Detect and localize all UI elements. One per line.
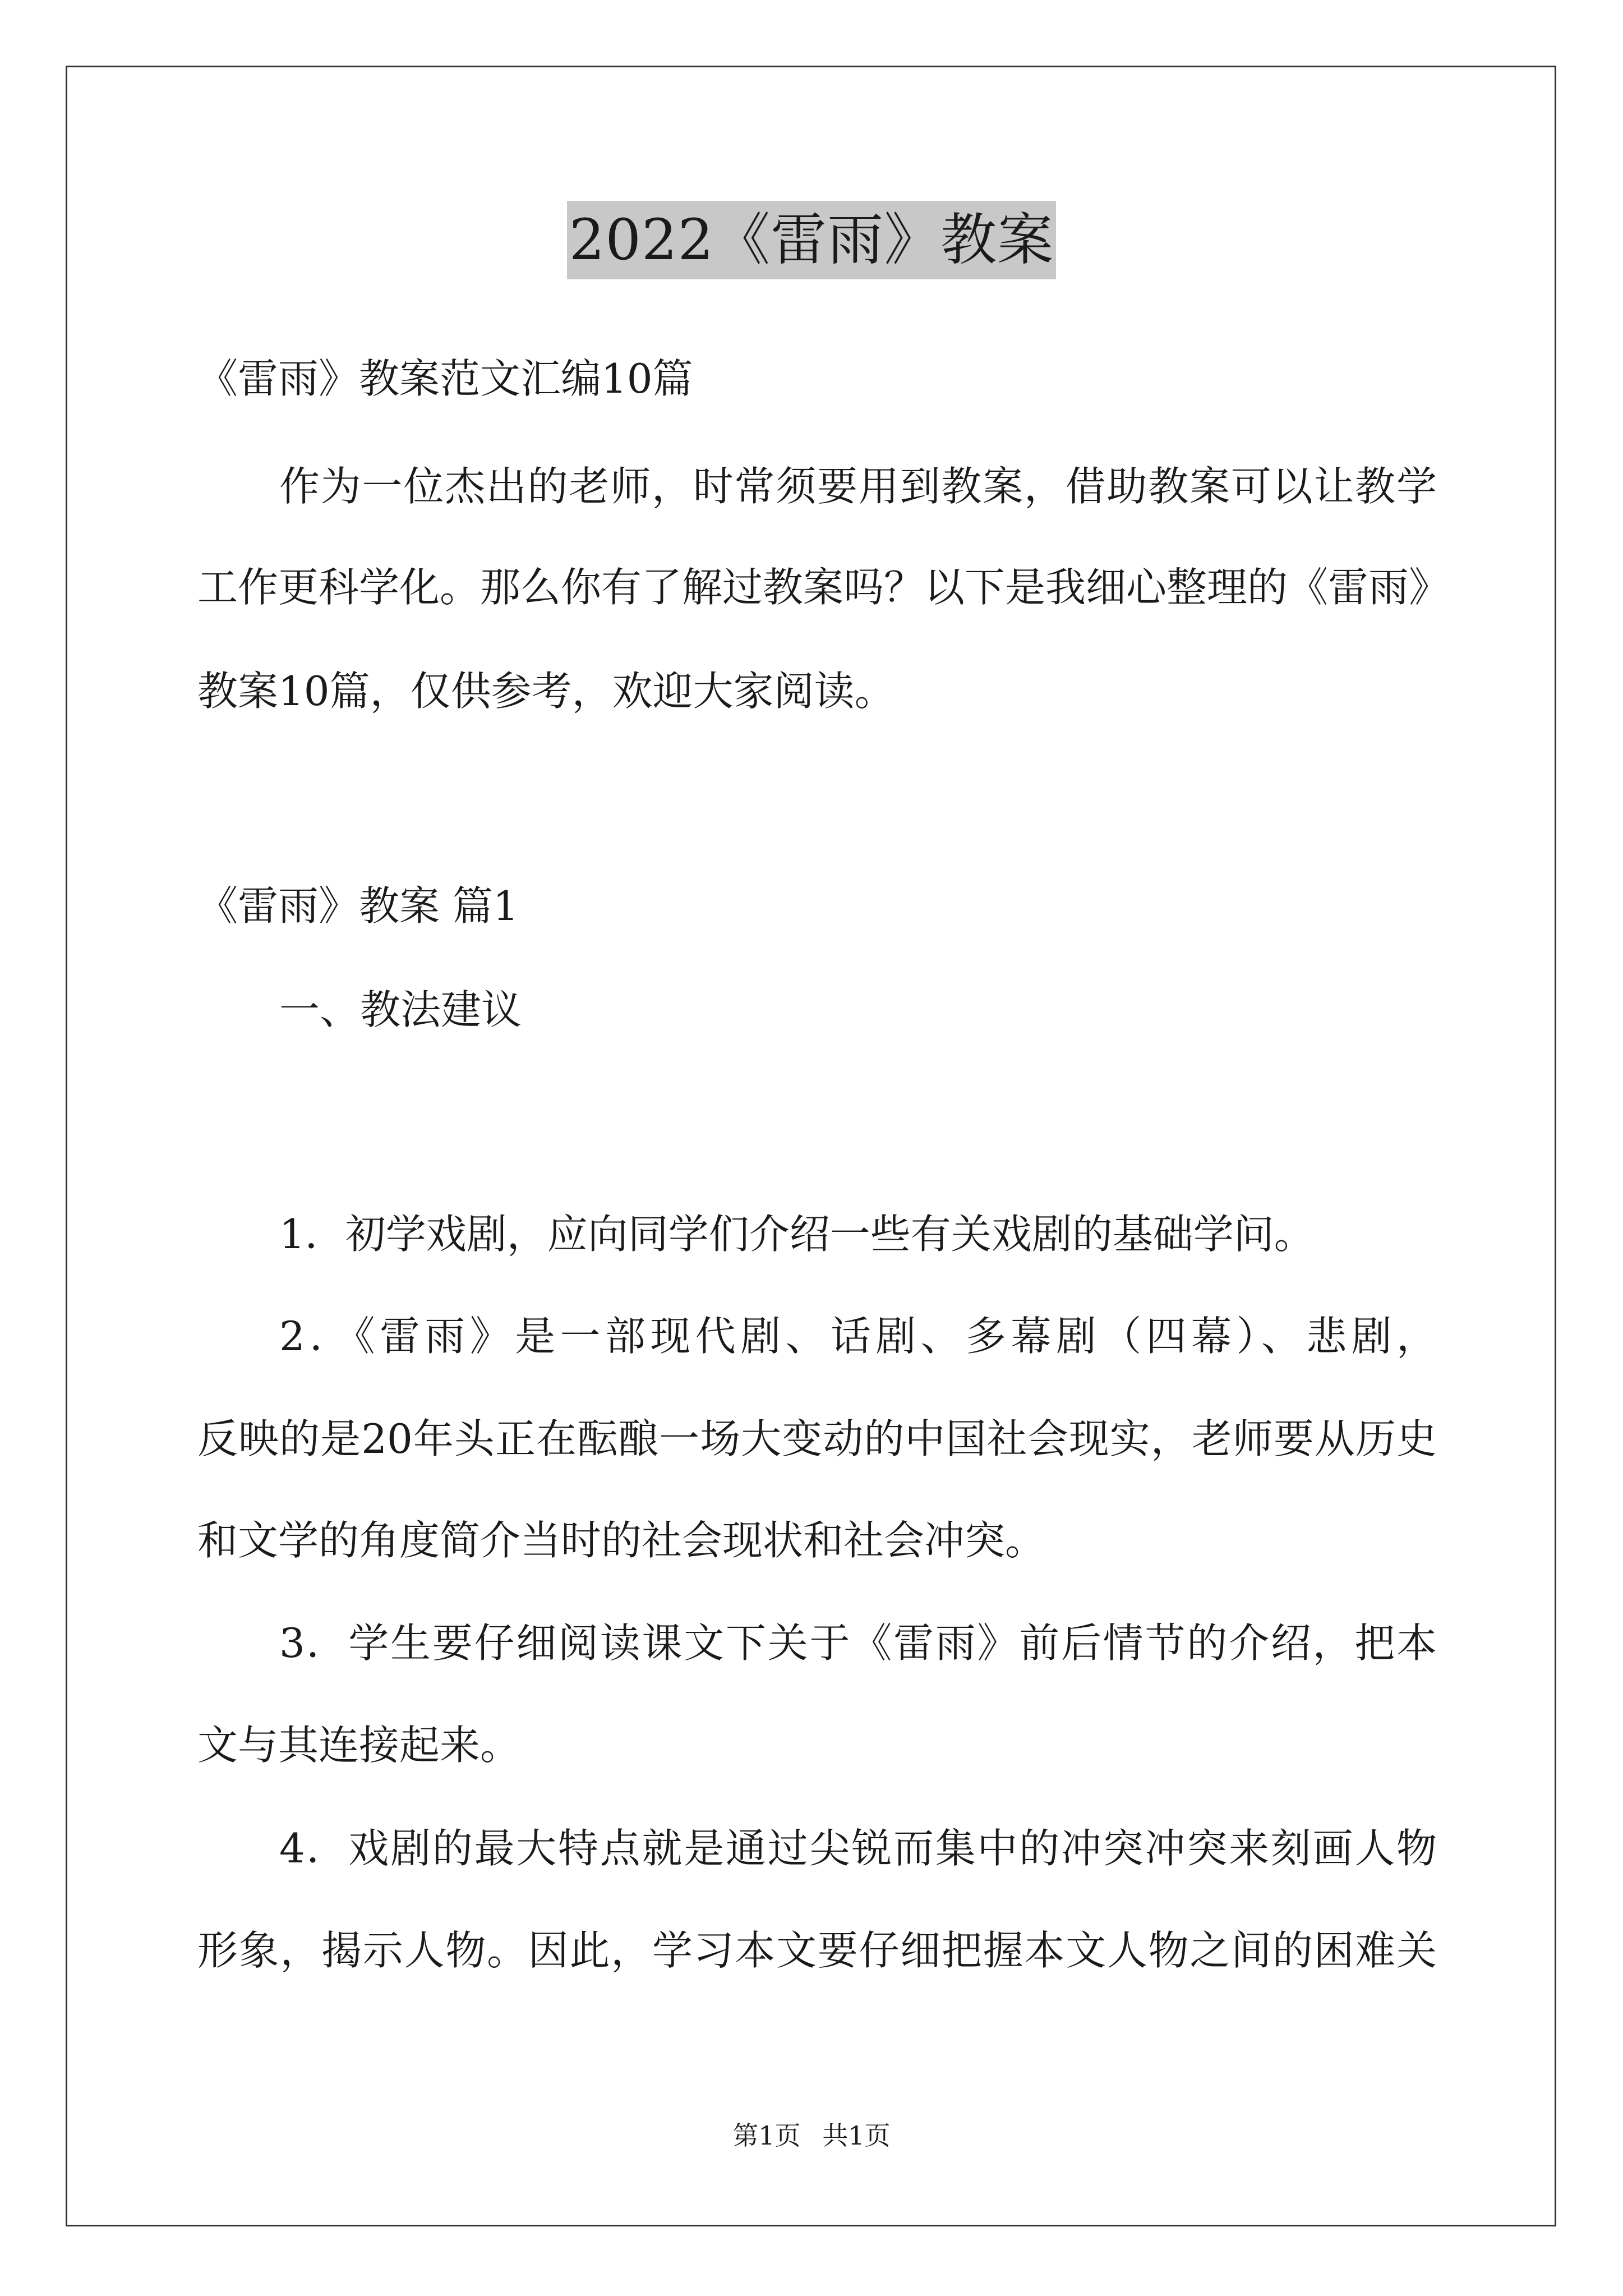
list-item-2-line-2: 反映的是20年头正在酝酿一场大变动的中国社会现实，老师要从历史	[197, 1415, 1437, 1462]
intro-line-2: 工作更科学化。那么你有了解过教案吗？以下是我细心整理的《雷雨》	[197, 564, 1450, 611]
intro-line-1: 作为一位杰出的老师，时常须要用到教案，借助教案可以让教学	[279, 463, 1437, 510]
subsection-heading: 一、教法建议	[279, 986, 522, 1033]
page-footer	[0, 2119, 1623, 2152]
list-item-3-line-1: 3．学生要仔细阅读课文下关于《雷雨》前后情节的介绍，把本	[279, 1619, 1437, 1667]
list-item-4-line-2: 形象，揭示人物。因此，学习本文要仔细把握本文人物之间的困难关	[197, 1927, 1437, 1974]
footer-page-total: 共1页	[822, 2120, 891, 2151]
footer-page-number: 第1页	[732, 2120, 801, 2151]
title-container	[0, 201, 1623, 279]
list-item-3-line-2: 文与其连接起来。	[197, 1722, 521, 1769]
list-item-1-line-1: 1．初学戏剧，应向同学们介绍一些有关戏剧的基础学问。	[279, 1211, 1315, 1258]
list-item-2-line-3: 和文学的角度简介当时的社会现状和社会冲突。	[197, 1517, 1046, 1564]
list-item-4-line-1: 4．戏剧的最大特点就是通过尖锐而集中的冲突冲突来刻画人物	[279, 1825, 1437, 1872]
list-item-2-line-1: 2．《雷雨》是一部现代剧、话剧、多幕剧（四幕）、悲剧，	[279, 1313, 1437, 1360]
document-title: 2022《雷雨》教案	[567, 201, 1057, 279]
document-subtitle: 《雷雨》教案范文汇编10篇	[197, 355, 693, 402]
section-heading: 《雷雨》教案 篇1	[197, 882, 519, 930]
intro-line-3: 教案10篇，仅供参考，欢迎大家阅读。	[197, 668, 895, 715]
